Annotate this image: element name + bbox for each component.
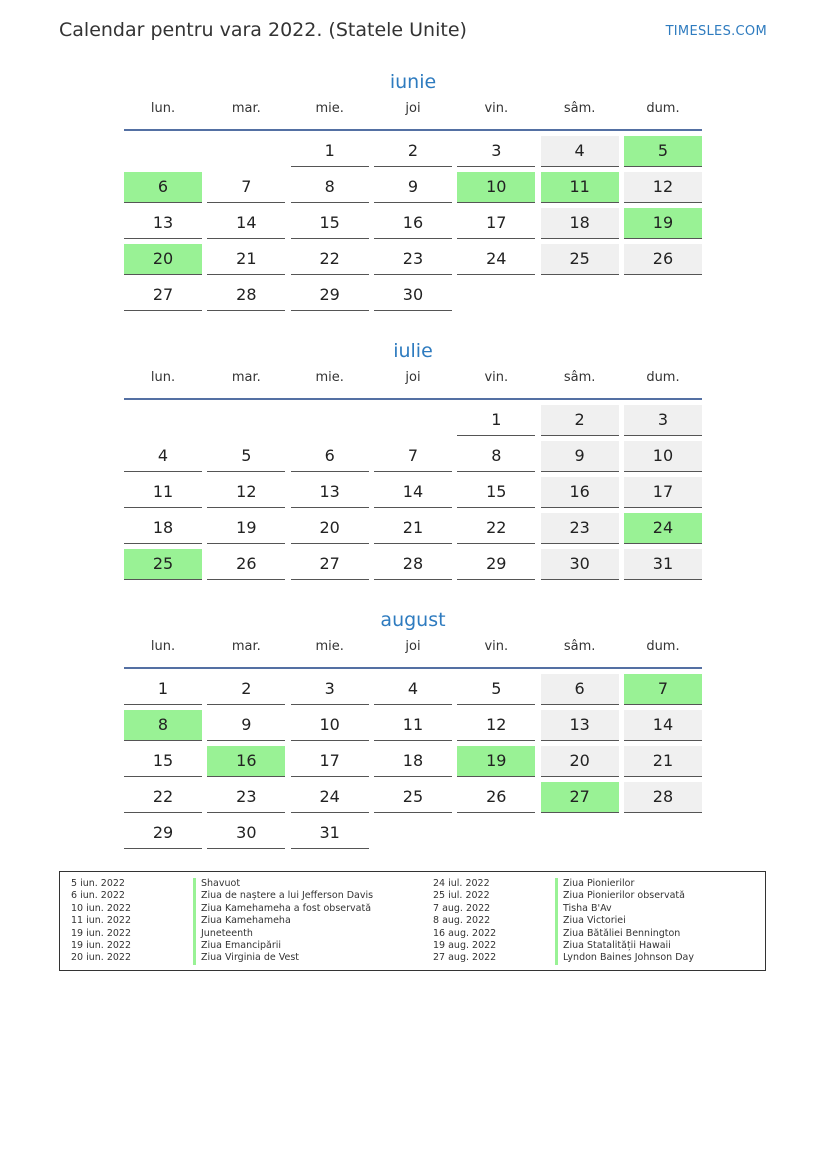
day-cell[interactable]: 31 — [291, 818, 369, 849]
day-cell[interactable]: 7 — [207, 172, 285, 203]
day-cell[interactable]: 8 — [457, 441, 535, 472]
day-cell[interactable]: 10 — [291, 710, 369, 741]
weekday-header — [124, 101, 702, 127]
day-cell[interactable]: 21 — [624, 746, 702, 777]
weekday-label: joi — [405, 370, 421, 385]
legend-holiday-name: Tisha B'Av — [555, 903, 612, 915]
legend-date: 10 iun. 2022 — [71, 902, 132, 914]
day-cell[interactable]: 23 — [374, 244, 452, 275]
day-cell[interactable]: 2 — [374, 136, 452, 167]
day-cell[interactable]: 11 — [124, 477, 202, 508]
month-iunie — [124, 68, 702, 316]
day-cell[interactable]: 3 — [291, 674, 369, 705]
day-cell[interactable]: 26 — [457, 782, 535, 813]
week-row — [124, 710, 702, 741]
holiday-legend — [59, 871, 766, 971]
weekday-label: joi — [405, 101, 421, 116]
day-cell[interactable]: 12 — [624, 172, 702, 203]
day-cell[interactable]: 2 — [541, 405, 619, 436]
legend-date: 19 iun. 2022 — [71, 939, 132, 951]
week-row — [124, 818, 702, 849]
day-cell[interactable]: 15 — [291, 208, 369, 239]
day-cell[interactable]: 24 — [457, 244, 535, 275]
weekday-label: vin. — [484, 370, 509, 385]
legend-date: 7 aug. 2022 — [433, 902, 491, 914]
legend-holiday-name: Ziua de naștere a lui Jefferson Davis — [193, 890, 373, 902]
legend-date: 11 iun. 2022 — [71, 915, 132, 927]
day-cell[interactable]: 12 — [207, 477, 285, 508]
weekday-label: dum. — [646, 101, 680, 116]
site-link[interactable]: TIMESLES.COM — [665, 24, 767, 39]
day-cell[interactable]: 1 — [291, 136, 369, 167]
day-cell[interactable]: 16 — [374, 208, 452, 239]
week-row — [124, 280, 702, 311]
legend-holiday-name: Juneteenth — [193, 928, 253, 940]
month-august — [124, 606, 702, 854]
day-cell[interactable]: 24 — [624, 513, 702, 544]
day-cell[interactable]: 4 — [541, 136, 619, 167]
day-cell[interactable]: 18 — [124, 513, 202, 544]
weekday-label: mie. — [315, 370, 344, 385]
day-cell[interactable]: 20 — [541, 746, 619, 777]
day-cell[interactable]: 11 — [374, 710, 452, 741]
weekday-label: vin. — [484, 101, 509, 116]
legend-date: 25 iul. 2022 — [433, 890, 490, 902]
legend-date: 6 iun. 2022 — [71, 890, 125, 902]
header-rule — [124, 129, 702, 131]
day-cell[interactable]: 19 — [624, 208, 702, 239]
day-cell[interactable]: 13 — [291, 477, 369, 508]
day-cell[interactable]: 15 — [124, 746, 202, 777]
day-cell[interactable]: 13 — [124, 208, 202, 239]
legend-holiday-name: Ziua Victoriei — [555, 915, 626, 927]
empty-cell — [124, 405, 202, 436]
legend-date: 8 aug. 2022 — [433, 915, 491, 927]
month-title: august — [380, 609, 446, 631]
day-cell[interactable]: 15 — [457, 477, 535, 508]
day-cell[interactable]: 9 — [207, 710, 285, 741]
day-cell[interactable]: 22 — [291, 244, 369, 275]
month-title: iunie — [389, 71, 437, 93]
week-row — [124, 782, 702, 813]
week-row — [124, 746, 702, 777]
day-cell[interactable]: 9 — [541, 441, 619, 472]
weekday-header — [124, 639, 702, 665]
day-cell[interactable]: 28 — [207, 280, 285, 311]
weekday-label: vin. — [484, 639, 509, 654]
day-cell[interactable]: 19 — [457, 746, 535, 777]
day-cell[interactable]: 17 — [457, 208, 535, 239]
weekday-label: mie. — [315, 101, 344, 116]
legend-holiday-name: Ziua Kamehameha — [193, 915, 291, 927]
day-cell[interactable]: 6 — [124, 172, 202, 203]
day-cell[interactable]: 19 — [207, 513, 285, 544]
legend-holiday-name: Lyndon Baines Johnson Day — [555, 952, 694, 964]
day-cell[interactable]: 17 — [291, 746, 369, 777]
legend-date: 24 iul. 2022 — [433, 878, 490, 889]
day-cell[interactable]: 24 — [291, 782, 369, 813]
legend-holiday-name: Shavuot — [193, 878, 240, 890]
empty-cell — [374, 818, 452, 849]
day-cell[interactable]: 3 — [624, 405, 702, 436]
day-cell[interactable]: 26 — [624, 244, 702, 275]
weekday-label: sâm. — [563, 370, 596, 385]
weekday-label: mar. — [231, 370, 261, 385]
day-cell[interactable]: 18 — [374, 746, 452, 777]
empty-cell — [207, 136, 285, 167]
week-row — [124, 477, 702, 508]
legend-holiday-name: Ziua Statalității Hawaii — [555, 940, 671, 952]
day-cell[interactable]: 1 — [457, 405, 535, 436]
weekday-label: mar. — [231, 639, 261, 654]
day-cell[interactable]: 25 — [541, 244, 619, 275]
day-cell[interactable]: 23 — [207, 782, 285, 813]
weekday-label: dum. — [646, 639, 680, 654]
day-cell[interactable]: 31 — [624, 549, 702, 580]
day-cell[interactable]: 8 — [124, 710, 202, 741]
legend-holiday-name: Ziua Emancipării — [193, 940, 281, 952]
legend-holiday-name: Ziua Pionierilor observată — [555, 890, 685, 902]
day-cell[interactable]: 30 — [541, 549, 619, 580]
day-cell[interactable]: 5 — [624, 136, 702, 167]
weekday-label: sâm. — [563, 639, 596, 654]
day-cell[interactable]: 10 — [457, 172, 535, 203]
day-cell[interactable]: 6 — [291, 441, 369, 472]
day-cell[interactable]: 4 — [374, 674, 452, 705]
empty-cell — [541, 818, 619, 849]
day-cell[interactable]: 5 — [207, 441, 285, 472]
day-cell[interactable]: 27 — [291, 549, 369, 580]
day-cell[interactable]: 6 — [541, 674, 619, 705]
page-title: Calendar pentru vara 2022. (Statele Unite) — [59, 19, 467, 41]
day-cell[interactable]: 29 — [291, 280, 369, 311]
day-cell[interactable]: 16 — [541, 477, 619, 508]
legend-date: 16 aug. 2022 — [433, 927, 497, 939]
day-cell[interactable]: 23 — [541, 513, 619, 544]
day-cell[interactable]: 3 — [457, 136, 535, 167]
legend-holiday-name: Ziua Pionierilor — [555, 878, 634, 890]
day-cell[interactable]: 5 — [457, 674, 535, 705]
week-row — [124, 441, 702, 472]
day-cell[interactable]: 29 — [457, 549, 535, 580]
header-rule — [124, 667, 702, 669]
weekday-label: joi — [405, 639, 421, 654]
legend-holiday-name: Ziua Virginia de Vest — [193, 952, 299, 964]
weekday-label: lun. — [150, 101, 176, 116]
week-row — [124, 674, 702, 705]
week-row — [124, 172, 702, 203]
day-cell[interactable]: 2 — [207, 674, 285, 705]
day-cell[interactable]: 28 — [624, 782, 702, 813]
day-cell[interactable]: 25 — [374, 782, 452, 813]
day-cell[interactable]: 20 — [291, 513, 369, 544]
day-cell[interactable]: 13 — [541, 710, 619, 741]
day-cell[interactable]: 25 — [124, 549, 202, 580]
day-cell[interactable]: 14 — [374, 477, 452, 508]
legend-holiday-name: Ziua Kamehameha a fost observată — [193, 903, 371, 915]
empty-cell — [457, 280, 535, 311]
weekday-label: dum. — [646, 370, 680, 385]
day-cell[interactable]: 8 — [291, 172, 369, 203]
day-cell[interactable]: 30 — [374, 280, 452, 311]
day-cell[interactable]: 28 — [374, 549, 452, 580]
day-cell[interactable]: 14 — [624, 710, 702, 741]
day-cell[interactable]: 18 — [541, 208, 619, 239]
weekday-header — [124, 370, 702, 396]
week-row — [124, 405, 702, 436]
week-row — [124, 513, 702, 544]
day-cell[interactable]: 16 — [207, 746, 285, 777]
day-cell[interactable]: 17 — [624, 477, 702, 508]
legend-holiday-name: Ziua Bătăliei Bennington — [555, 928, 680, 940]
week-row — [124, 208, 702, 239]
empty-cell — [124, 136, 202, 167]
month-iulie — [124, 337, 702, 585]
empty-cell — [291, 405, 369, 436]
day-cell[interactable]: 26 — [207, 549, 285, 580]
day-cell[interactable]: 20 — [124, 244, 202, 275]
empty-cell — [541, 280, 619, 311]
day-cell[interactable]: 9 — [374, 172, 452, 203]
day-cell[interactable]: 1 — [124, 674, 202, 705]
month-title: iulie — [393, 340, 433, 362]
empty-cell — [207, 405, 285, 436]
day-cell[interactable]: 4 — [124, 441, 202, 472]
day-cell[interactable]: 10 — [624, 441, 702, 472]
day-cell[interactable]: 27 — [124, 280, 202, 311]
day-cell[interactable]: 29 — [124, 818, 202, 849]
day-cell[interactable]: 7 — [374, 441, 452, 472]
empty-cell — [457, 818, 535, 849]
week-row — [124, 549, 702, 580]
empty-cell — [624, 280, 702, 311]
weekday-label: lun. — [150, 639, 176, 654]
day-cell[interactable]: 7 — [624, 674, 702, 705]
legend-date: 27 aug. 2022 — [433, 952, 497, 964]
header-rule — [124, 398, 702, 400]
legend-date: 5 iun. 2022 — [71, 878, 125, 889]
day-cell[interactable]: 22 — [124, 782, 202, 813]
weekday-label: lun. — [150, 370, 176, 385]
day-cell[interactable]: 21 — [374, 513, 452, 544]
weekday-label: mar. — [231, 101, 261, 116]
day-cell[interactable]: 14 — [207, 208, 285, 239]
weekday-label: mie. — [315, 639, 344, 654]
weekday-label: sâm. — [563, 101, 596, 116]
day-cell[interactable]: 27 — [541, 782, 619, 813]
day-cell[interactable]: 21 — [207, 244, 285, 275]
empty-cell — [374, 405, 452, 436]
legend-date: 19 aug. 2022 — [433, 939, 497, 951]
day-cell[interactable]: 12 — [457, 710, 535, 741]
day-cell[interactable]: 22 — [457, 513, 535, 544]
legend-date: 20 iun. 2022 — [71, 952, 132, 964]
legend-date: 19 iun. 2022 — [71, 927, 132, 939]
empty-cell — [624, 818, 702, 849]
day-cell[interactable]: 30 — [207, 818, 285, 849]
week-row — [124, 136, 702, 167]
week-row — [124, 244, 702, 275]
day-cell[interactable]: 11 — [541, 172, 619, 203]
